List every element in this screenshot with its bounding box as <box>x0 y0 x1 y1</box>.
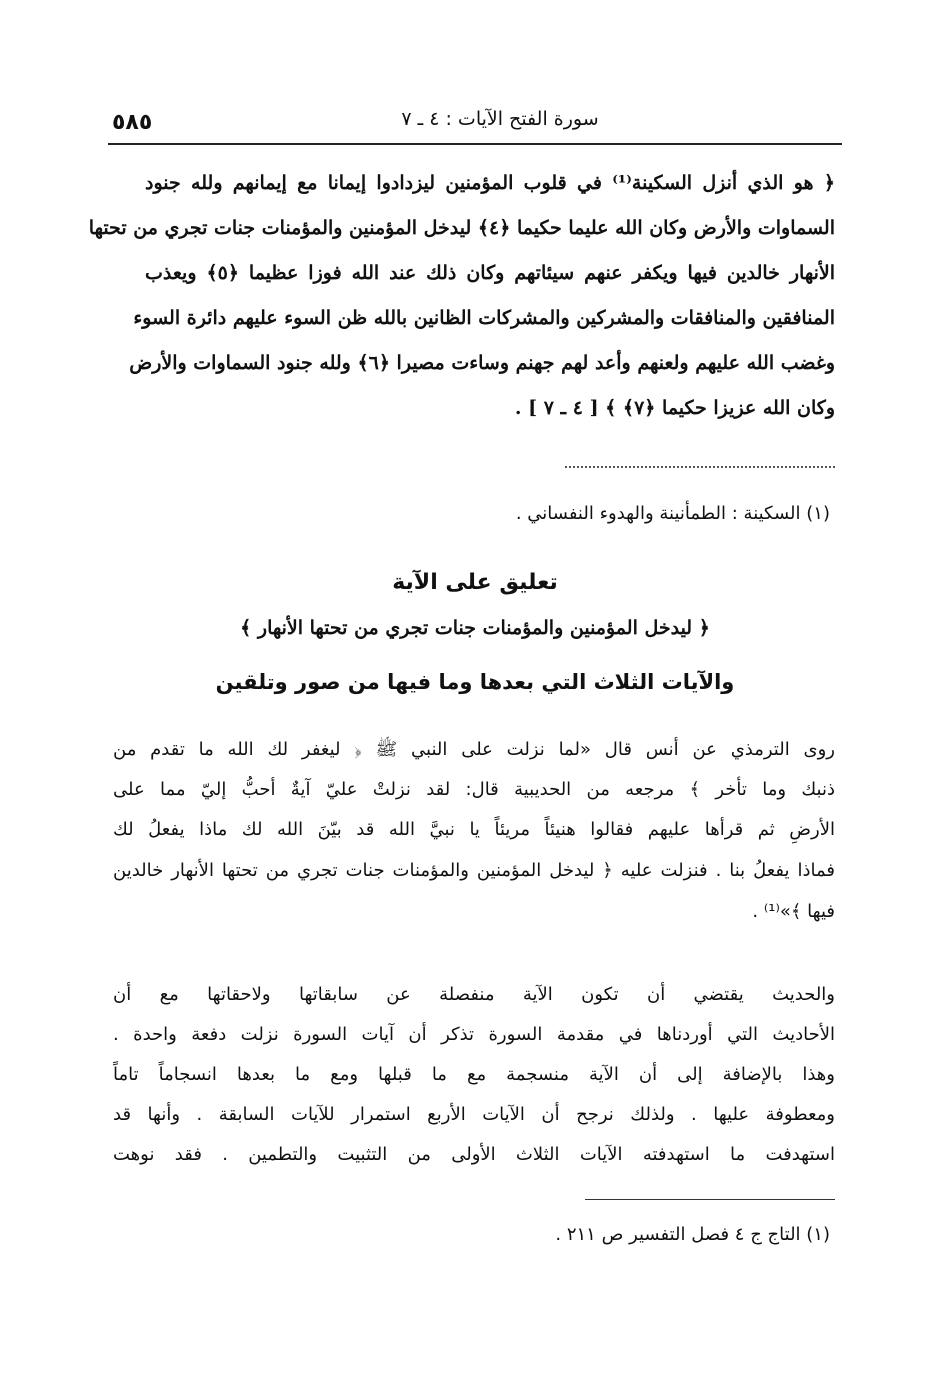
section-verse: ﴿ ليدخل المؤمنين والمؤمنات جنات تجري من تحتها الأنهار ﴾ <box>240 617 710 639</box>
footnote: (١) السكينة : الطمأنينة والهدوء النفساني . <box>515 503 830 524</box>
quran-line: الأنهار خالدين فيها ويكفر عنهم سيئاتهم وكان ذلك عند الله فوزا عظيما ﴿٥﴾ ويعذب <box>145 262 835 284</box>
paragraph-line: الأحاديث التي أوردناها في مقدمة السورة تذكر أن آيات السورة نزلت دفعة واحدة . <box>113 1024 835 1045</box>
header-rule <box>108 143 842 145</box>
paragraph-line: استهدفت ما استهدفته الآيات الثلاث الأولى من التثبيت والتطمين . فقد نوهت <box>113 1144 835 1165</box>
quran-line: وكان الله عزيزا حكيما ﴿٧﴾ ﴾ [ ٤ ـ ٧ ] . <box>514 397 835 419</box>
paragraph-line: روى الترمذي عن أنس قال «لما نزلت على النبي ﷺ ﴿ ليغفر لك الله ما تقدم من <box>113 739 835 760</box>
paragraph-line: وهذا بالإضافة إلى أن الآية منسجمة مع ما قبلها ومع ما بعدها انسجاماً تاماً <box>113 1064 835 1085</box>
quran-line: السماوات والأرض وكان الله عليما حكيما ﴿٤﴾ ليدخل المؤمنين والمؤمنات جنات تجري من تحتها <box>88 217 835 239</box>
paragraph-line: الأرضِ ثم قرأها عليهم فقالوا هنيئاً مريئاً يا نبيَّ الله قد بيّنَ الله لك ماذا يفعلُ لك <box>113 819 835 840</box>
paragraph-line: والحديث يقتضي أن تكون الآية منفصلة عن سابقاتها ولاحقاتها مع أن <box>113 984 835 1005</box>
footnote: (١) التاج ج ٤ فصل التفسير ص ٢١١ . <box>555 1224 830 1245</box>
quran-line: وغضب الله عليهم ولعنهم وأعد لهم جهنم وساءت مصيرا ﴿٦﴾ ولله جنود السماوات والأرض <box>129 352 835 374</box>
paragraph-line: ومعطوفة عليها . ولذلك نرجح أن الآيات الأربع استمرار للآيات السابقة . وأنها قد <box>113 1104 835 1125</box>
section-title: تعليق على الآية <box>392 570 558 595</box>
section-subtitle: والآيات الثلاث التي بعدها وما فيها من صور وتلقين <box>215 670 735 694</box>
running-title: سورة الفتح الآيات : ٤ ـ ٧ <box>401 108 599 130</box>
paragraph-line: فيها ﴾»⁽¹⁾ . <box>752 901 835 922</box>
paragraph-line: فماذا يفعلُ بنا . فنزلت عليه ﴿ ليدخل المؤمنين والمؤمنات جنات تجري من تحتها الأنهار خالدين <box>113 860 835 881</box>
quran-line: المنافقين والمنافقات والمشركين والمشركات الظانين بالله ظن السوء عليهم دائرة السوء <box>133 307 835 329</box>
footnote-separator <box>565 466 835 468</box>
page-number: ٥٨٥ <box>112 110 153 135</box>
quran-line: ﴿ هو الذي أنزل السكينة⁽¹⁾ في قلوب المؤمنين ليزدادوا إيمانا مع إيمانهم ولله جنود <box>145 172 835 194</box>
footnote-rule <box>585 1199 835 1200</box>
paragraph-line: ذنبك وما تأخر ﴾ مرجعه من الحديبية قال: لقد نزلتْ عليّ آيةٌ أحبُّ إليّ مما على <box>113 779 835 800</box>
